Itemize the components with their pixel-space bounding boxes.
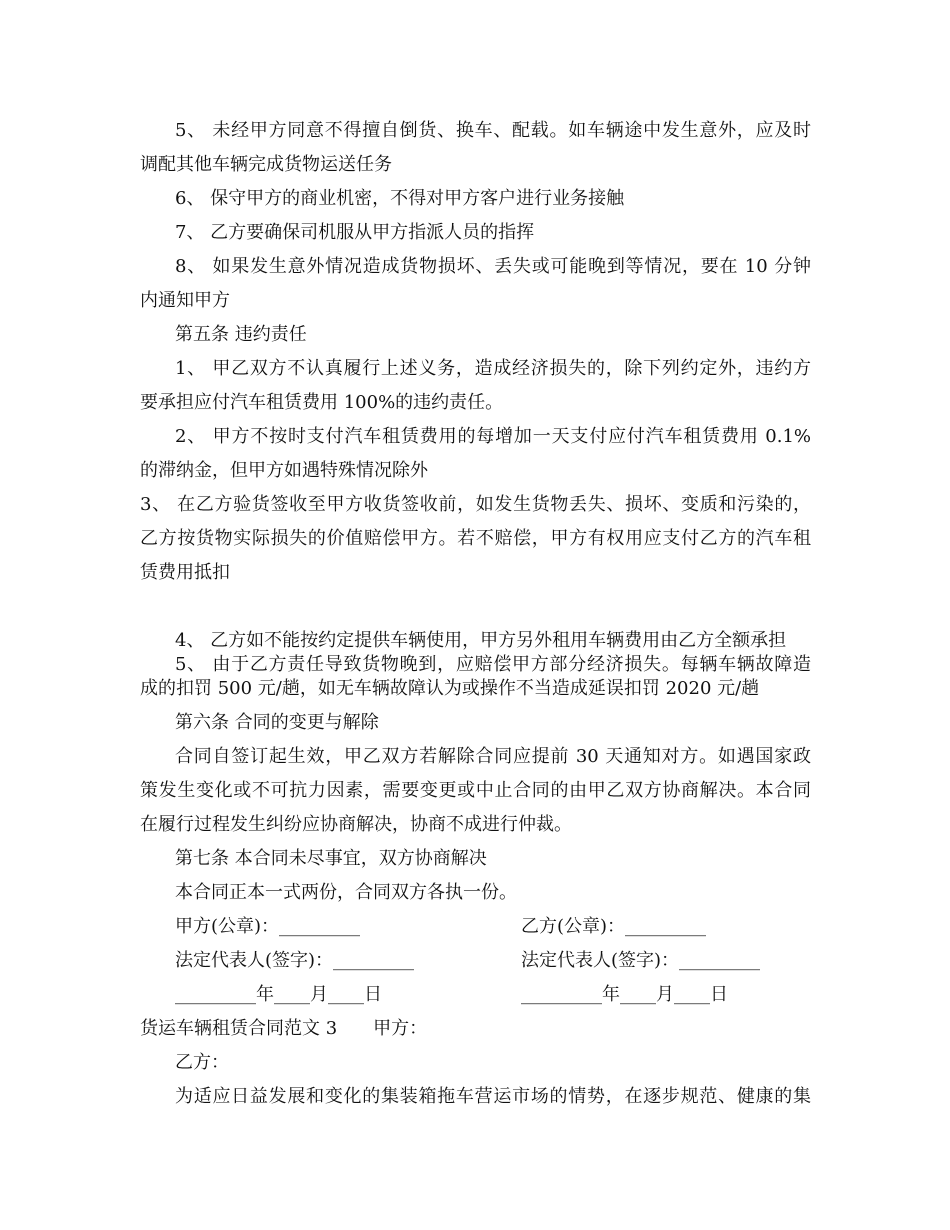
clause-line: 1、 甲乙双方不认真履行上述义务，造成经济损失的，除下列约定外，违约方 xyxy=(175,358,811,379)
party-a-date: _________年____月____日 xyxy=(175,984,382,1005)
section-heading: 第六条 合同的变更与解除 xyxy=(175,712,379,733)
clause-line: 6、 保守甲方的商业机密，不得对甲方客户进行业务接触 xyxy=(175,188,625,209)
clause-line: 5、 未经甲方同意不得擅自倒货、换车、配载。如车辆途中发生意外，应及时 xyxy=(175,120,811,141)
clause-line: 合同自签订起生效，甲乙双方若解除合同应提前 30 天通知对方。如遇国家政 xyxy=(175,746,811,767)
clause-line: 调配其他车辆完成货物运送任务 xyxy=(140,154,392,175)
clause-line: 内通知甲方 xyxy=(140,290,230,311)
party-b-date: _________年____月____日 xyxy=(521,984,728,1005)
clause-line: 7、 乙方要确保司机服从甲方指派人员的指挥 xyxy=(175,222,535,243)
clause-line: 2、 甲方不按时支付汽车租赁费用的每增加一天支付应付汽车租赁费用 0.1% xyxy=(175,426,811,447)
party-a-seal: 甲方(公章)：_________ xyxy=(175,916,361,937)
clause-line: 5、 由于乙方责任导致货物晚到，应赔偿甲方部分经济损失。每辆车辆故障造 xyxy=(175,654,811,675)
clause-line: 在履行过程发生纠纷应协商解决，协商不成进行仲裁。 xyxy=(140,814,572,835)
clause-line: 赁费用抵扣 xyxy=(140,562,230,583)
party-b-representative: 法定代表人(签字)：_________ xyxy=(521,950,761,971)
clause-line: 3、 在乙方验货签收至甲方收货签收前，如发生货物丢失、损坏、变质和污染的， xyxy=(140,494,811,515)
section-heading: 第五条 违约责任 xyxy=(175,324,307,345)
next-document-party-b: 乙方： xyxy=(175,1052,229,1073)
next-document-intro: 为适应日益发展和变化的集装箱拖车营运市场的情势，在逐步规范、健康的集 xyxy=(175,1086,811,1107)
clause-line: 本合同正本一式两份，合同双方各执一份。 xyxy=(175,882,517,903)
clause-line: 4、 乙方如不能按约定提供车辆使用，甲方另外租用车辆费用由乙方全额承担 xyxy=(175,630,787,651)
party-a-representative: 法定代表人(签字)：_________ xyxy=(175,950,415,971)
clause-line: 乙方按货物实际损失的价值赔偿甲方。若不赔偿，甲方有权用应支付乙方的汽车租 xyxy=(140,528,811,549)
clause-line: 成的扣罚 500 元/趟，如无车辆故障认为或操作不当造成延误扣罚 2020 元/趟 xyxy=(140,678,760,699)
section-heading: 第七条 本合同未尽事宜，双方协商解决 xyxy=(175,848,487,869)
clause-line: 策发生变化或不可抗力因素，需要变更或中止合同的由甲乙双方协商解决。本合同 xyxy=(140,780,811,801)
clause-line: 8、 如果发生意外情况造成货物损坏、丢失或可能晚到等情况，要在 10 分钟 xyxy=(175,256,811,277)
next-document-title: 货运车辆租赁合同范文 3 甲方： xyxy=(140,1018,428,1039)
clause-line: 要承担应付汽车租赁费用 100%的违约责任。 xyxy=(140,392,504,413)
clause-line: 的滞纳金，但甲方如遇特殊情况除外 xyxy=(140,460,428,481)
party-b-seal: 乙方(公章)：_________ xyxy=(521,916,707,937)
